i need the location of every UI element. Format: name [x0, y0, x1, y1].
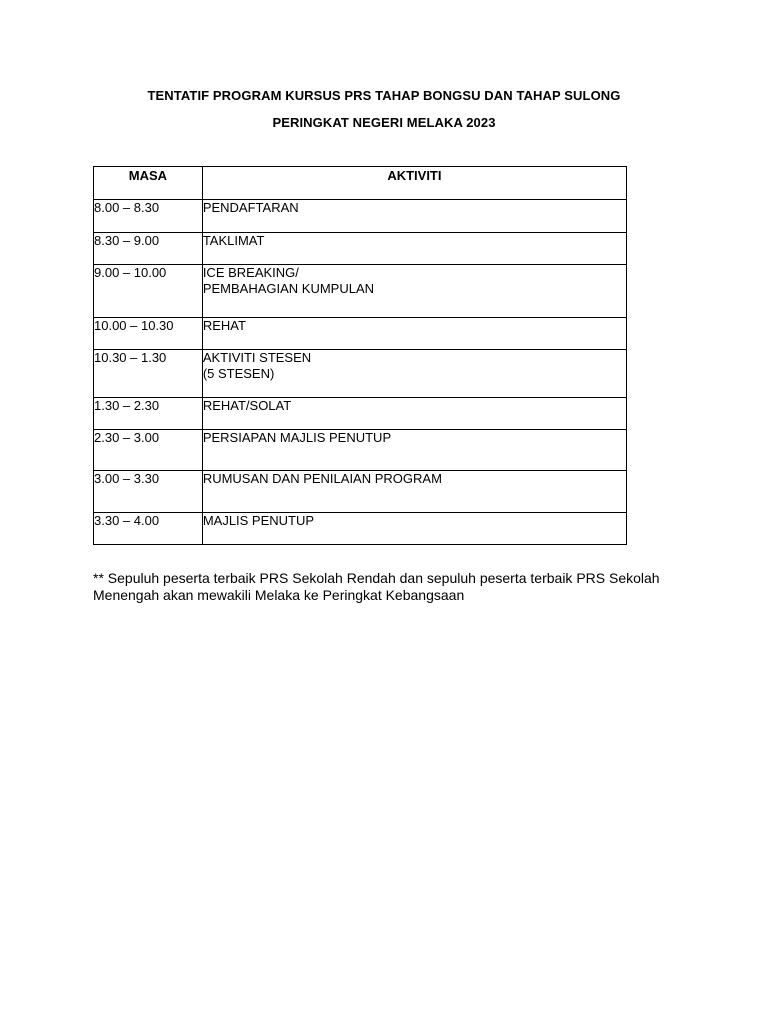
- schedule-table: [93, 166, 627, 545]
- footnote-line: ** Sepuluh peserta terbaik PRS Sekolah Rendah dan sepuluh peserta terbaik PRS Sekolah: [93, 570, 660, 586]
- table-row: [94, 471, 627, 513]
- time-text: 10.30 – 1.30: [94, 350, 167, 365]
- column-header-masa: MASA: [94, 167, 203, 200]
- activity-text: REHAT/SOLAT: [202, 398, 292, 413]
- activity-text: (5 STESEN): [202, 366, 275, 381]
- time-cell: [94, 513, 203, 545]
- activity-text: MAJLIS PENUTUP: [202, 513, 315, 528]
- table-row: [94, 430, 627, 471]
- activity-cell: [202, 471, 626, 513]
- activity-cell: [202, 200, 626, 233]
- document-subtitle: PERINGKAT NEGERI MELAKA 2023: [272, 115, 496, 130]
- activity-cell: [202, 350, 626, 398]
- activity-text: PEMBAHAGIAN KUMPULAN: [202, 281, 375, 296]
- time-text: 3.30 – 4.00: [94, 513, 160, 528]
- activity-text: TAKLIMAT: [202, 233, 265, 248]
- time-text: 2.30 – 3.00: [94, 430, 160, 445]
- time-text: 8.00 – 8.30: [94, 200, 160, 215]
- activity-cell: [202, 513, 626, 545]
- table-row: [94, 398, 627, 430]
- activity-cell: [202, 233, 626, 265]
- time-text: 9.00 – 10.00: [94, 265, 167, 280]
- activity-cell: [202, 318, 626, 350]
- time-cell: [94, 398, 203, 430]
- time-cell: [94, 233, 203, 265]
- activity-cell: [202, 398, 626, 430]
- table-row: [94, 350, 627, 398]
- activity-text: RUMUSAN DAN PENILAIAN PROGRAM: [202, 471, 442, 486]
- table-row: [94, 318, 627, 350]
- activity-text: ICE BREAKING/: [202, 265, 299, 280]
- activity-cell: [202, 430, 626, 471]
- activity-text: AKTIVITI STESEN: [202, 350, 312, 365]
- time-text: 3.00 – 3.30: [94, 471, 160, 486]
- table-row: [94, 513, 627, 545]
- document-title: TENTATIF PROGRAM KURSUS PRS TAHAP BONGSU DAN TAHAP SULONG: [147, 88, 621, 103]
- time-text: 8.30 – 9.00: [94, 233, 160, 248]
- time-text: 1.30 – 2.30: [94, 398, 160, 413]
- footnote: [93, 570, 693, 604]
- activity-text: PENDAFTARAN: [202, 200, 299, 215]
- table-row: [94, 200, 627, 233]
- time-cell: [94, 471, 203, 513]
- time-text: 10.00 – 10.30: [94, 318, 174, 333]
- activity-text: REHAT: [202, 318, 246, 333]
- time-cell: [94, 318, 203, 350]
- activity-cell: [202, 265, 626, 318]
- table-row: [94, 265, 627, 318]
- time-cell: [94, 350, 203, 398]
- time-cell: [94, 200, 203, 233]
- activity-text: PERSIAPAN MAJLIS PENUTUP: [202, 430, 392, 445]
- time-cell: [94, 265, 203, 318]
- column-header-aktiviti: AKTIVITI: [202, 167, 626, 200]
- table-row: [94, 233, 627, 265]
- time-cell: [94, 430, 203, 471]
- footnote-line: Menengah akan mewakili Melaka ke Peringkat Kebangsaan: [93, 587, 465, 603]
- table-header-row: [94, 167, 627, 200]
